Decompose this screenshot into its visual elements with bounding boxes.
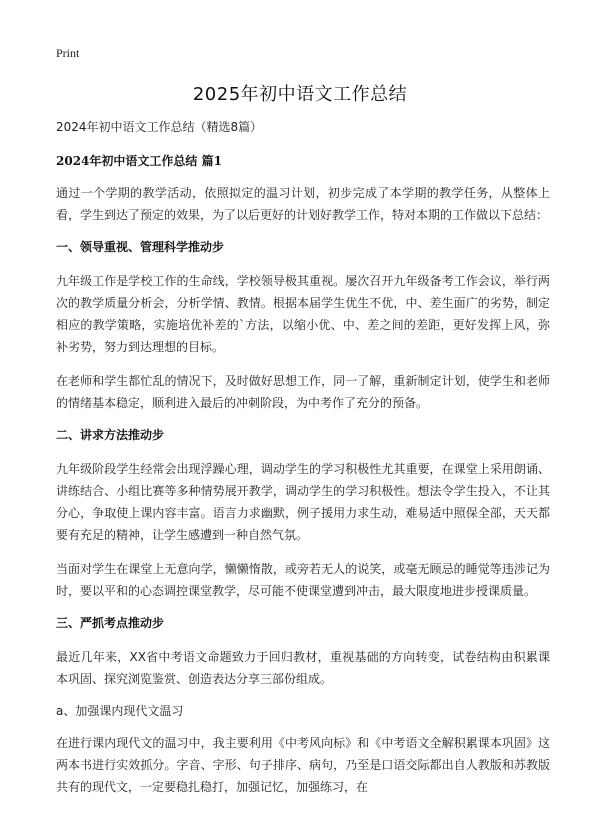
paragraph: 当面对学生在课堂上无意向学，懒懒惰散，或旁若无人的说笑，或毫无顾忌的睡觉等违涉记为时，要以平和的心态调控课堂教学，尽可能不使课堂遭到冲击，最大限度地进步授课质量。 <box>56 562 550 598</box>
heading-exam-points: 三、严抓考点推动步 <box>56 616 165 630</box>
heading-methods: 二、讲求方法推动步 <box>56 428 165 442</box>
paragraph: 九年级阶段学生经常会出现浮躁心理，调动学生的学习积极性尤其重要，在课堂上采用朗诵、讲练结合、小组比赛等多种情势展开教学，调动学生的学习积极性。想法令学生投入，不让其分心，争取使上课内容丰富。语言力求幽默，例子援用力求生动，难易适中照保全部，天天都要有充足的精神，让学生感遭到一种自然气氛。 <box>56 462 550 542</box>
section-title: 2024年初中语文工作总结 篇1 <box>56 154 222 168</box>
page-title: 2025年初中语文工作总结 <box>192 84 408 105</box>
document-subtitle: 2024年初中语文工作总结（精选8篇） <box>56 120 263 134</box>
print-link[interactable]: Print <box>56 46 80 60</box>
paragraph: 在进行课内现代文的温习中，我主要利用《中考风向标》和《中考语文全解积累课本巩固》这两本书进行实效抓分。字音、字形、句子排序、病句，乃至是口语交际都出自人教版和苏教版共有的现代文，一定要稳扎稳打，加强记忆，加强练习，在 <box>56 736 550 794</box>
subheading-modern-text: a、加强课内现代文温习 <box>56 704 184 718</box>
intro-paragraph: 通过一个学期的教学活动，依照拟定的温习计划，初步完成了本学期的教学任务，从整体上看，学生到达了预定的效果，为了以后更好的计划好教学工作，特对本期的工作做以下总结： <box>56 186 550 222</box>
paragraph: 九年级工作是学校工作的生命线，学校领导极其重视。屡次召开九年级备考工作会议，举行两次的教学质量分析会，分析学情、教情。根据本届学生优生不优，中、差生面广的劣势，制定相应的教学策略，实施培优补差的`方法，以缩小优、中、差之间的差距，更好发挥上风，弥补劣势，努力到达理想的目标。 <box>56 274 550 354</box>
document-body <box>56 118 550 810</box>
paragraph: 最近几年来，XX省中考语文命题致力于回归教材，重视基础的方向转变，试卷结构由积累课本巩固、探究浏览鉴赏、创造表达分享三部份组成。 <box>56 650 550 686</box>
paragraph: 在老师和学生都忙乱的情况下，及时做好思想工作，同一了解，重新制定计划，使学生和老师的情绪基本稳定，顺利进入最后的冲刺阶段，为中考作了充分的预备。 <box>56 374 550 410</box>
heading-leadership: 一、领导重视、管理科学推动步 <box>56 240 225 254</box>
